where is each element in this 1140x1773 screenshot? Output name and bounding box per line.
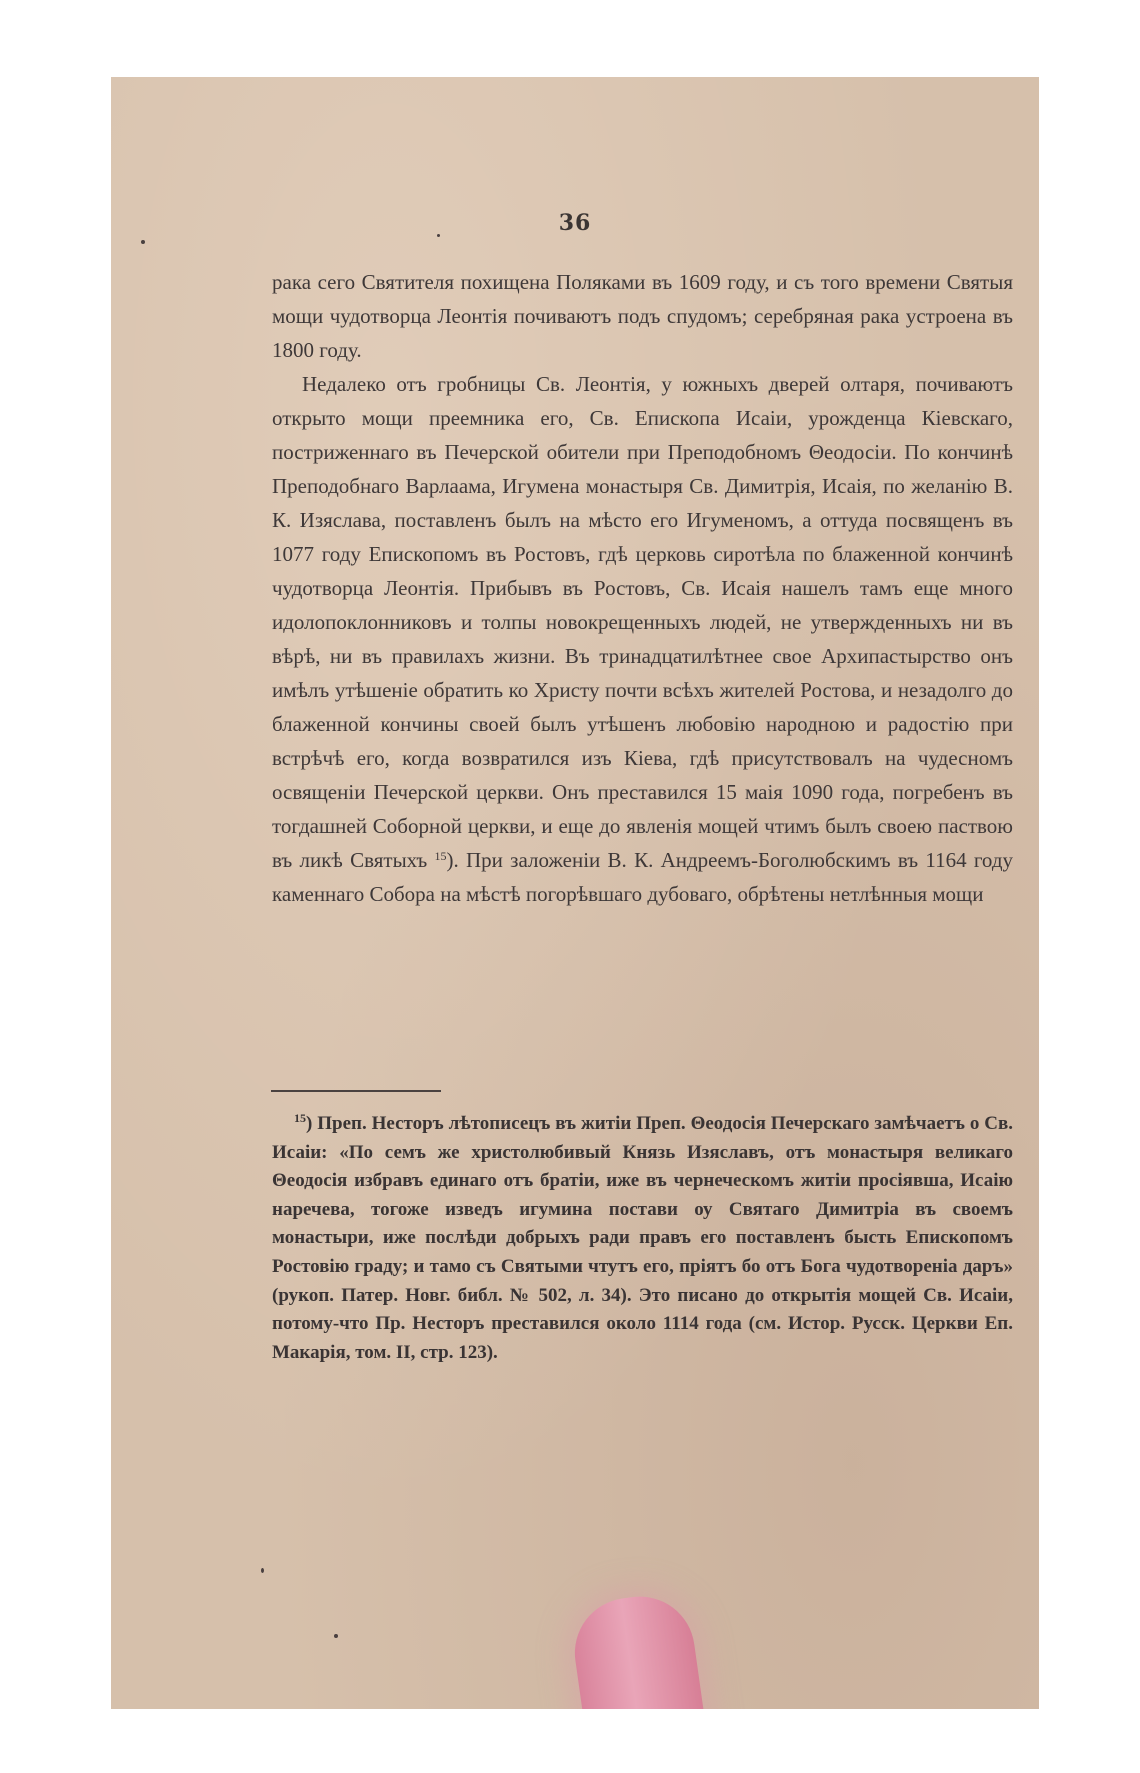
footnote-marker: 15 bbox=[294, 1111, 306, 1125]
footnote-reference[interactable]: 15 bbox=[434, 849, 447, 863]
ink-speck bbox=[261, 1568, 264, 1573]
paragraph-2-text: Недалеко отъ гробницы Св. Леонтія, у южныхъ дверей олтаря, почиваютъ открыто мощи преемника его, Св. Епископа Исаіи, урожденца Кіевскаго, постриженнаго въ Печерской обители при Преподобномъ Θеодосіи. По кончинѣ Преподобнаго Варлаама, Игумена монастыря Св. Димитрія, Исаія, по желанію В. К. Изяслава, поставленъ былъ на мѣсто его Игуменомъ, а оттуда посвященъ въ 1077 году Епископомъ въ Ростовъ, гдѣ церковь сиротѣла по блаженной кончинѣ чудотворца Леонтія. Прибывъ въ Ростовъ, Св. Исаія нашелъ тамъ еще много идолопоклонниковъ и толпы новокрещенныхъ людей, не утвержденныхъ ни въ вѣрѣ, ни въ правилахъ жизни. Въ тринадцатилѣтнее свое Архипастырство онъ имѣлъ утѣшеніе обратить ко Христу почти всѣхъ жителей Ростова, и незадолго до блаженной кончины своей былъ утѣшенъ любовію народною и радостію при встрѣчѣ его, когда возвратился изъ Кіева, гдѣ присутствовалъ на чудесномъ освященіи Печерской церкви. Онъ преставился 15 маія 1090 года, погребенъ въ тогдашней Соборной церкви, и еще до явленія мощей чтимъ былъ своею паствою въ ликѣ Святыхъ bbox=[272, 372, 1013, 872]
paragraph-1: рака сего Святителя похищена Поляками въ 1609 году, и съ того времени Святыя мощи чудотворца Леонтія почиваютъ подъ спудомъ; серебряная рака устроена въ 1800 году. bbox=[272, 270, 1013, 362]
main-text bbox=[272, 265, 1013, 911]
ink-speck bbox=[437, 234, 440, 237]
ink-speck bbox=[141, 240, 145, 244]
paragraph-2 bbox=[272, 367, 1013, 911]
scanned-page bbox=[111, 77, 1039, 1709]
ink-speck bbox=[334, 1634, 338, 1638]
footnote-divider bbox=[271, 1090, 441, 1092]
footnote-text: ) Преп. Несторъ лѣтописецъ въ житіи Преп. Θеодосія Печерскаго замѣчаетъ о Св. Исаіи: «По семъ же христолюбивый Князь Изяславъ, отъ монастыря великаго Θеодосія избравъ единаго отъ братіи, иже въ чернеческомъ житіи просіявша, Исаію наречева, тогоже изведъ игумина постави оу Святаго Димитріа въ своемъ монастыри, иже послѣди добрыхъ ради правъ его поставленъ бысть Епископомъ Ростовію граду; и тамо съ Святыми чтутъ его, пріятъ бо отъ Бога чудотвореніа даръ» (рукоп. Патер. Новг. библ. № 502, л. 34). Это писано до открытія мощей Св. Исаіи, потому-что Пр. Несторъ преставился около 1114 года (см. Истор. Русск. Церкви Еп. Макарія, том. II, стр. 123). bbox=[272, 1113, 1013, 1363]
paragraph-2-continuation: ). При заложеніи В. К. Андреемъ-Боголюбскимъ въ 1164 году каменнаго Собора на мѣстѣ погорѣвшаго дубоваго, обрѣтены нетлѣнныя мощи bbox=[272, 848, 1014, 906]
page-number: 36 bbox=[558, 210, 592, 236]
footnotes bbox=[272, 1110, 1013, 1367]
finger-smudge bbox=[568, 1589, 710, 1709]
footnote-15 bbox=[272, 1110, 1013, 1367]
